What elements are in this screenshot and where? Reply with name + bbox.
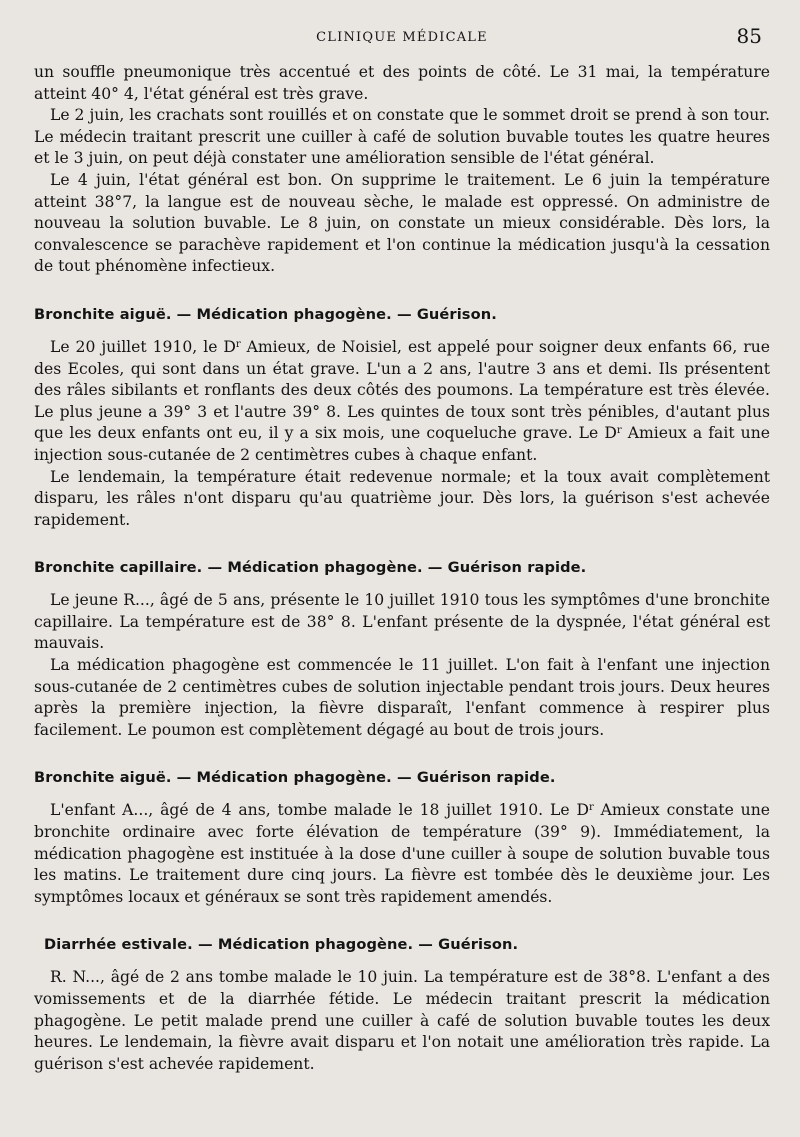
intro-paragraph-1: un souffle pneumonique très accentué et des points de côté. Le 31 mai, la température atteint 40° 4, l'état général est très grave. <box>34 63 770 103</box>
case-paragraph: L'enfant A..., âgé de 4 ans, tombe malade le 18 juillet 1910. Le $D^r$ Amieux constate une bronchite ordinaire avec forte élévation de température (39° 9). Immédiatement, la médication phagogène est instituée à la dose d'une cuiller à soupe de solution buvable tous les matins. Le traitement dure cinq jours. La fièvre est tombée dès le deuxième jour. Les symptômes locaux et généraux se sont très rapidement amendés. <box>34 801 770 906</box>
section-heading: Bronchite aiguë. — Médication phagogène. — Guérison. <box>34 305 497 323</box>
case-paragraph: La médication phagogène est commencée le 11 juillet. L'on fait à l'enfant une injection sous-cutanée de 2 centimètres cubes de solution injectable pendant trois jours. Deux heures après la première injection, la fièvre disparaît, l'enfant commence à respirer plus facilement. Le poumon est complètement dégagé au bout de trois jours. <box>34 656 770 739</box>
section-heading: Bronchite aiguë. — Médication phagogène. — Guérison rapide. <box>34 769 556 787</box>
running-header <box>34 0 770 62</box>
case-paragraph: Le jeune R..., âgé de 5 ans, présente le 10 juillet 1910 tous les symptômes d'une bronchite capillaire. La température est de 38° 8. L'enfant présente de la dyspnée, l'état général est mauvais. <box>34 591 770 653</box>
intro-paragraph-3: Le 4 juin, l'état général est bon. On supprime le traitement. Le 6 juin la température atteint 38°7, la langue est de nouveau sèche, le malade est oppressé. On administre de nouveau la solution buvable. Le 8 juin, on constate un mieux considérable. Dès lors, la convalescence se parachève rapidement et l'on continue la médication jusqu'à la cessation de tout phénomène infectieux. <box>34 170 770 276</box>
page-number: 85 <box>736 24 762 48</box>
case-paragraph: Le lendemain, la température était redevenue normale; et la toux avait complètement disparu, les râles n'ont disparu qu'au quatrième jour. Dès lors, la guérison s'est achevée rapidement. <box>34 467 770 529</box>
case-paragraph: R. N..., âgé de 2 ans tombe malade le 10 juin. La température est de 38°8. L'enfant a des vomissements et de la diarrhée fétide. Le médecin traitant prescrit la médication phagogène. Le petit malade prend une cuiller à café de solution buvable toutes les deux heures. Le lendemain, la fièvre avait disparu et l'on notait une amélioration très rapide. La guérison s'est achevée rapidement. <box>34 968 770 1073</box>
intro-block <box>34 62 770 278</box>
section-bronchite-aigue-1 <box>34 305 770 531</box>
section-diarrhee-estivale <box>34 935 770 1075</box>
running-title: CLINIQUE MÉDICALE <box>316 30 488 45</box>
section-bronchite-capillaire <box>34 558 770 741</box>
section-heading: Diarrhée estivale. — Médication phagogène. — Guérison. <box>44 936 519 954</box>
intro-paragraph-2: Le 2 juin, les crachats sont rouillés et on constate que le sommet droit se prend à son tour. Le médecin traitant prescrit une cuiller à café de solution buvable toutes les quatre heures et le 3 juin, on peut déjà constater une amélioration sensible de l'état général. <box>34 106 770 168</box>
section-heading: Bronchite capillaire. — Médication phagogène. — Guérison rapide. <box>34 559 587 577</box>
section-bronchite-aigue-2 <box>34 768 770 908</box>
case-paragraph: Le 20 juillet 1910, le $D^r$ Amieux, de Noisiel, est appelé pour soigner deux enfants 66, rue des Ecoles, qui sont dans un état grave. L'un a 2 ans, l'autre 3 ans et demi. Ils présentent des râles sibilants et ronflants des deux côtés des poumons. La température est très élevée. Le plus jeune a 39° 3 et l'autre 39° 8. Les quintes de toux sont très pénibles, d'autant plus que les deux enfants ont eu, il y a six mois, une coqueluche grave. Le $D^r$ Amieux a fait une injection sous-cutanée de 2 centimètres cubes à chaque enfant. <box>34 337 770 464</box>
